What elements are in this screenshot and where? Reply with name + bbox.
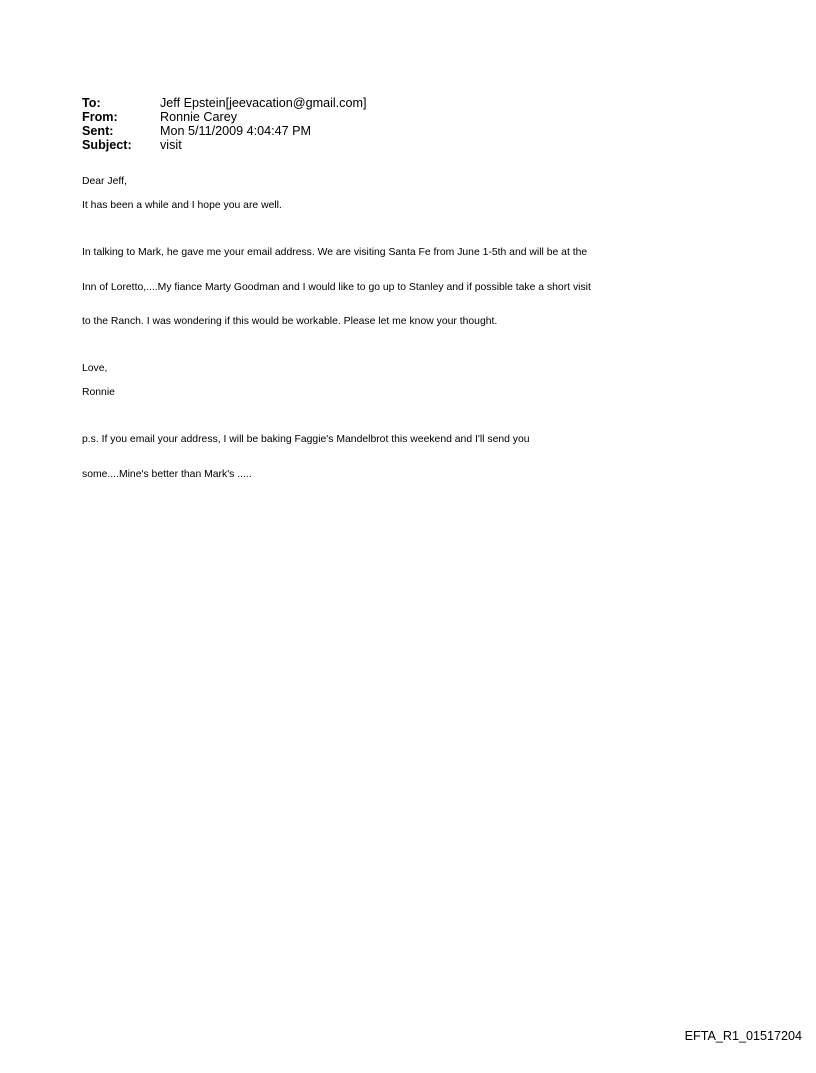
subject-label: Subject:	[82, 138, 132, 152]
postscript-line: p.s. If you email your address, I will be baking Faggie's Mandelbrot this weekend and I'll send you	[82, 434, 530, 445]
greeting: Dear Jeff,	[82, 176, 127, 187]
header-from-row	[82, 110, 366, 124]
header-to-row	[82, 96, 366, 110]
body-paragraph-2	[82, 224, 742, 351]
closing: Love,	[82, 363, 108, 374]
sent-label: Sent:	[82, 124, 114, 138]
postscript	[82, 411, 742, 503]
document-id: EFTA_R1_01517204	[684, 1029, 802, 1043]
body-paragraph-2-line: to the Ranch. I was wondering if this would be workable. Please let me know your thought.	[82, 316, 498, 327]
sent-value: Mon 5/11/2009 4:04:47 PM	[160, 124, 311, 138]
email-header	[82, 96, 366, 152]
signature: Ronnie	[82, 387, 115, 398]
body-paragraph-1: It has been a while and I hope you are well.	[82, 200, 282, 211]
subject-value: visit	[160, 138, 182, 152]
email-body	[82, 176, 742, 516]
body-paragraph-2-line: Inn of Loretto,....My fiance Marty Goodman and I would like to go up to Stanley and if possible take a short visit	[82, 281, 591, 293]
to-value: Jeff Epstein[jeevacation@gmail.com]	[160, 96, 367, 110]
header-subject-row	[82, 138, 366, 152]
body-paragraph-2-line: In talking to Mark, he gave me your email address. We are visiting Santa Fe from June 1-5th and will be at the	[82, 247, 588, 258]
to-label: To:	[82, 96, 101, 110]
from-label: From:	[82, 110, 118, 124]
from-value: Ronnie Carey	[160, 110, 238, 124]
postscript-line: some....Mine's better than Mark's .....	[82, 468, 252, 480]
header-sent-row	[82, 124, 366, 138]
